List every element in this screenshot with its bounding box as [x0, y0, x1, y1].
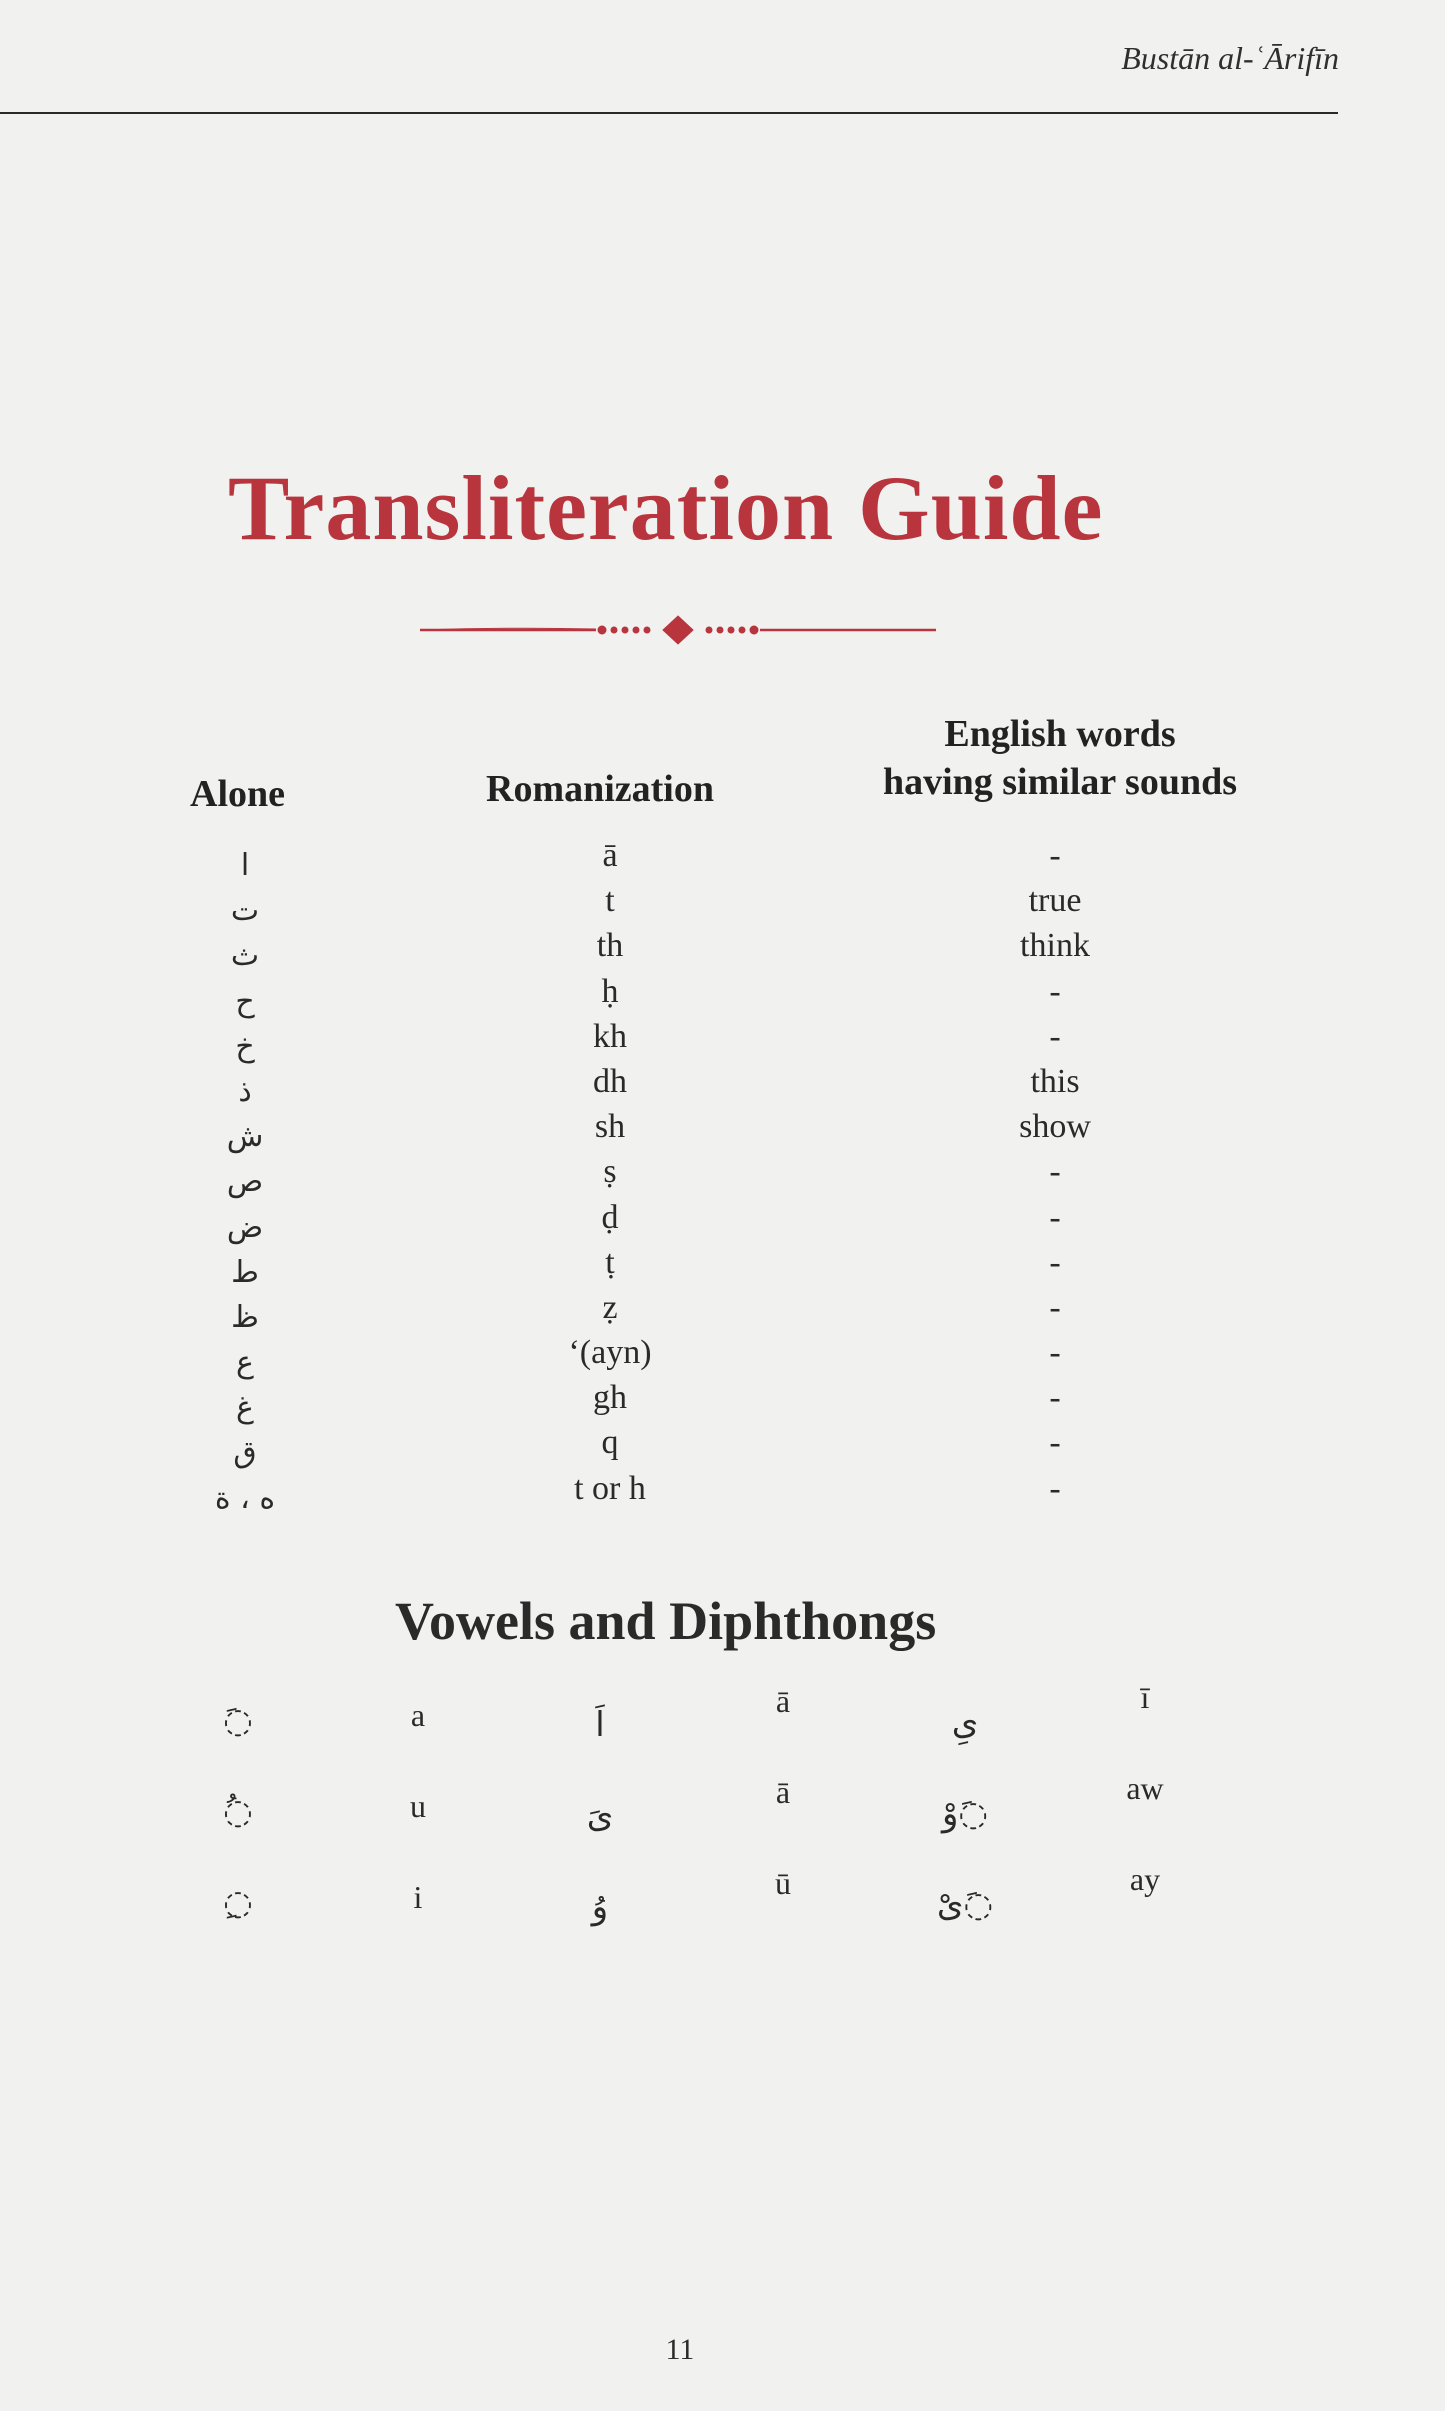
romanization: gh: [593, 1379, 627, 1417]
table-row: [0, 1149, 1445, 1200]
vowel-mark: ◌َ: [223, 1701, 253, 1741]
vowel-roman: ī: [1140, 1679, 1150, 1715]
vowel-mark: ◌ِ: [223, 1883, 253, 1923]
vowels-table: [0, 1679, 1445, 1963]
romanization: th: [596, 927, 624, 965]
arabic-letter: ق: [233, 1435, 257, 1471]
arabic-letter: ا: [240, 848, 250, 883]
romanization: ṭ: [605, 1243, 615, 1281]
vowel-roman: a: [410, 1697, 426, 1733]
column-header-romanization: Romanization: [486, 768, 714, 810]
table-row: [0, 1059, 1445, 1109]
vowel-mark: ◌ُ: [223, 1792, 253, 1832]
vowel-roman: ay: [1129, 1861, 1161, 1897]
english-example: show: [1019, 1108, 1091, 1146]
english-example: -: [1049, 1379, 1061, 1417]
header-rule: [0, 112, 1338, 114]
vowel-mark: اَ: [595, 1705, 605, 1745]
romanization: ʻ(ayn): [568, 1334, 652, 1372]
romanization: ḍ: [601, 1198, 619, 1236]
table-row: [0, 1285, 1445, 1335]
vowel-roman: u: [410, 1788, 426, 1824]
column-header-english-line1: English words: [944, 713, 1176, 755]
table-row: [0, 1104, 1445, 1155]
english-example: -: [1049, 837, 1061, 874]
transliteration-table: [0, 833, 1445, 1516]
english-example: think: [1020, 927, 1090, 965]
column-header-english-line2: having similar sounds: [882, 761, 1238, 803]
arabic-letter: غ: [236, 1390, 254, 1426]
arabic-letter: ض: [226, 1209, 264, 1245]
vowel-row: [0, 1861, 1445, 1963]
arabic-letter: ط: [231, 1254, 259, 1290]
page-number: 11: [665, 2333, 695, 2366]
arabic-letter: خ: [235, 1028, 255, 1064]
vowel-mark: وْ◌َ: [941, 1794, 989, 1834]
romanization: ā: [602, 837, 618, 874]
vowel-mark: ىِ: [951, 1703, 979, 1743]
table-row: [0, 1195, 1445, 1245]
vowel-mark: ىَ: [586, 1796, 614, 1836]
arabic-letter: ع: [236, 1345, 254, 1381]
table-row: [0, 1240, 1445, 1290]
table-row: [0, 1375, 1445, 1426]
table-row: [0, 1420, 1445, 1471]
arabic-letter: ه ، ة: [214, 1480, 276, 1516]
english-example: -: [1049, 1017, 1061, 1055]
romanization: sh: [594, 1108, 626, 1146]
english-example: -: [1049, 1424, 1061, 1462]
vowel-roman: ā: [775, 1683, 791, 1719]
english-example: this: [1030, 1062, 1080, 1100]
column-header-english: [840, 710, 1280, 806]
arabic-letter: ث: [230, 938, 260, 974]
romanization: ṣ: [603, 1153, 617, 1191]
table-row: [0, 969, 1445, 1019]
english-example: true: [1028, 882, 1082, 920]
table-row: [0, 923, 1445, 974]
english-example: -: [1049, 1288, 1061, 1326]
vowel-roman: ū: [775, 1865, 791, 1901]
column-header-alone: Alone: [190, 773, 285, 815]
table-row: [0, 878, 1445, 929]
arabic-letter: ص: [226, 1164, 264, 1200]
running-head: Bustān al-ʿĀrifīn: [1121, 40, 1339, 76]
arabic-letter: ظ: [231, 1299, 259, 1335]
page-title: Transliteration Guide: [228, 457, 1104, 559]
english-example: -: [1049, 1334, 1061, 1372]
vowel-mark: ىْ◌َ: [936, 1885, 994, 1925]
section-title-vowels: Vowels and Diphthongs: [395, 1591, 937, 1651]
vowel-roman: i: [413, 1879, 423, 1915]
romanization: t: [605, 882, 615, 920]
table-row: [0, 1014, 1445, 1064]
vowel-roman: aw: [1126, 1770, 1164, 1806]
table-row: [0, 1466, 1445, 1516]
english-example: -: [1049, 1153, 1061, 1191]
english-example: -: [1049, 972, 1061, 1010]
ornament-divider: [418, 610, 938, 650]
romanization: ẓ: [602, 1288, 618, 1326]
arabic-letter: ذ: [238, 1073, 252, 1109]
arabic-letter: ت: [230, 893, 260, 929]
romanization: ḥ: [601, 972, 619, 1010]
romanization: t or h: [574, 1469, 646, 1507]
arabic-letter: ح: [235, 983, 255, 1019]
romanization: kh: [593, 1017, 627, 1055]
romanization: dh: [593, 1062, 627, 1100]
table-row: [0, 833, 1445, 883]
vowel-mark: وُ: [591, 1887, 609, 1927]
english-example: -: [1049, 1469, 1061, 1507]
romanization: q: [601, 1424, 619, 1462]
arabic-letter: ش: [226, 1119, 264, 1155]
vowel-roman: ā: [775, 1774, 791, 1810]
table-row: [0, 1330, 1445, 1381]
english-example: -: [1049, 1198, 1061, 1236]
english-example: -: [1049, 1243, 1061, 1281]
